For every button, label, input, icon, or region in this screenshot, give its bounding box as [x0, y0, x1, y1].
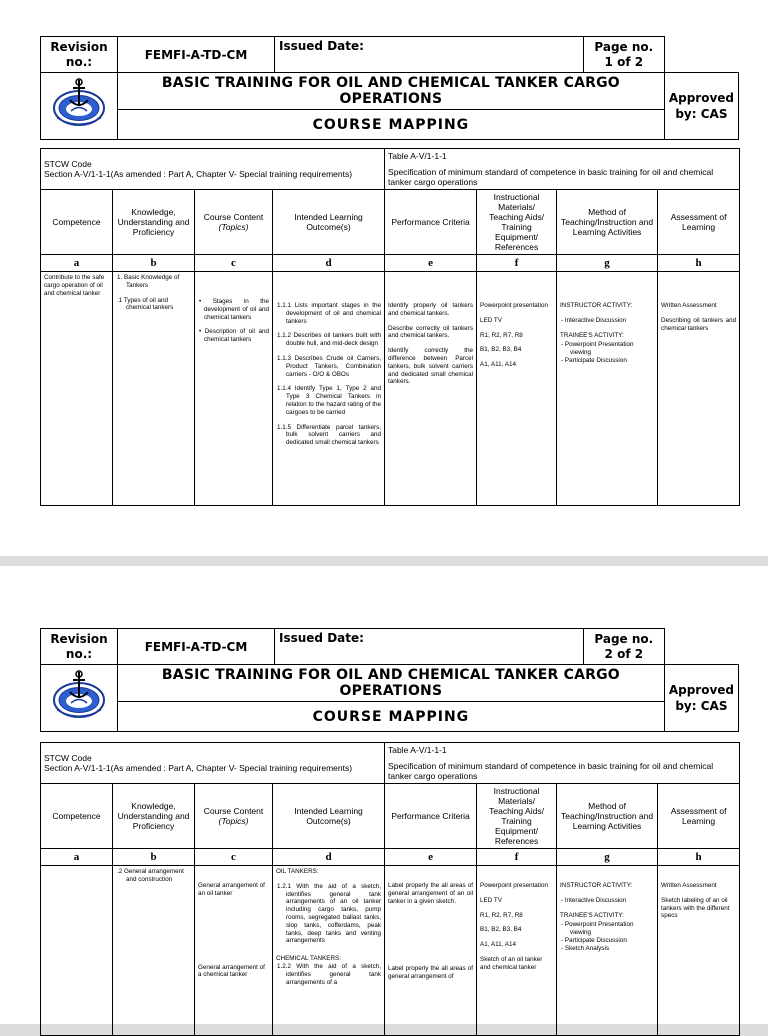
competence-cell: Contribute to the safe cargo operation of oil and chemical tanker — [41, 272, 113, 506]
letter-e: e — [385, 255, 477, 272]
chemical-tankers-heading: CHEMICAL TANKERS: — [276, 955, 341, 963]
letter-h: h — [658, 849, 740, 866]
knowledge-cell — [113, 866, 195, 1036]
stcw-section: Section A-V/1-1-1(As amended : Part A, Chapter V- Special training requirements) — [44, 169, 353, 179]
doc-code: FEMFI-A-TD-CM — [118, 629, 275, 665]
approved-by-value: by: CAS — [675, 699, 728, 713]
doc-code: FEMFI-A-TD-CM — [118, 37, 275, 73]
page-label: Page no. — [594, 631, 654, 646]
issued-date-label: Issued Date: — [275, 629, 584, 665]
method-cell — [557, 272, 658, 506]
col-topics-label: (Topics) — [218, 222, 249, 232]
material-item: Powerpoint presentation — [480, 882, 548, 889]
col-outcomes: Intended Learning Outcome(s) — [273, 784, 385, 849]
materials-cell — [477, 272, 557, 506]
col-method: Method of Teaching/Instruction and Learning Activities — [557, 190, 658, 255]
method-item: - Participate Discussion — [561, 936, 627, 944]
col-performance: Performance Criteria — [385, 784, 477, 849]
knowledge-item: .2 General arrangement and construction — [117, 868, 184, 883]
approved-label: Approved — [668, 91, 734, 105]
course-content-cell — [195, 272, 273, 506]
stcw-spec: Specification of minimum standard of competence in basic training for oil and chemical tanker cargo operations — [388, 761, 714, 781]
assessment-item: Written Assessment — [661, 302, 717, 309]
material-item: R1, R2, R7, R8 — [480, 331, 523, 339]
approved-label: Approved — [668, 683, 734, 697]
document-subtitle: COURSE MAPPING — [118, 702, 665, 732]
performance-item: Identify properly oil tankers and chemical tankers. — [388, 302, 474, 317]
method-item: TRAINEE'S ACTIVITY: — [560, 331, 624, 339]
performance-item: Label properly the all areas of general arrangement of an oil tanker in a given sketch. — [388, 882, 474, 905]
col-competence: Competence — [41, 784, 113, 849]
col-knowledge: Knowledge, Understanding and Proficiency — [113, 784, 195, 849]
letter-a: a — [41, 255, 113, 272]
stcw-code-label: STCW Code — [44, 753, 92, 763]
materials-cell — [477, 866, 557, 1036]
method-item: - Sketch Analysis — [561, 944, 609, 952]
knowledge-item: .1 Types of oil and chemical tankers — [117, 296, 174, 312]
performance-cell — [385, 272, 477, 506]
outcome-item: 1.1.5 Differentiate parcel tankers, bulk solvent carriers and dedicated small chemical tankers — [277, 423, 382, 447]
institution-logo — [41, 665, 118, 732]
method-item: - Powerpoint Presentation viewing — [561, 341, 634, 357]
col-course-content — [195, 190, 273, 255]
method-item: - Interactive Discussion — [561, 896, 627, 904]
material-item: A1, A11, A14 — [480, 361, 516, 369]
letter-f: f — [477, 255, 557, 272]
stcw-code-label: STCW Code — [44, 159, 92, 169]
stcw-spec: Specification of minimum standard of competence in basic training for oil and chemical tanker cargo operations — [388, 167, 714, 187]
letter-h: h — [658, 255, 740, 272]
col-assessment: Assessment of Learning — [658, 784, 740, 849]
assessment-item: Describing oil tankers and chemical tankers — [661, 316, 737, 332]
page-value: 1 of 2 — [604, 54, 644, 69]
competence-cell — [41, 866, 113, 1036]
issued-date-label: Issued Date: — [275, 37, 584, 73]
page-number — [583, 629, 664, 665]
col-course-content-label: Course Content — [203, 212, 264, 222]
col-competence: Competence — [41, 190, 113, 255]
page-header — [40, 628, 739, 732]
content-row — [41, 866, 740, 1036]
letter-d: d — [273, 849, 385, 866]
course-mapping-table — [40, 148, 740, 506]
content-row — [41, 272, 740, 506]
letter-c: c — [195, 849, 273, 866]
outcome-item: 1.2.1 With the aid of a sketch, identifies general tank arrangements of an oil tanker including cargo tanks, pump rooms, segregated ballast tanks, slop tanks, cofferdams, peak tanks, deep tanks and venting arrangements — [277, 882, 382, 945]
page-value: 2 of 2 — [604, 646, 644, 661]
stcw-section: Section A-V/1-1-1(As amended : Part A, Chapter V- Special training requirements) — [44, 763, 353, 773]
page-number — [583, 37, 664, 73]
document-page-2 — [0, 566, 768, 1024]
revision-label: Revision no.: — [41, 37, 118, 73]
method-item: - Participate Discussion — [561, 356, 627, 364]
approved-by-value: by: CAS — [675, 107, 728, 121]
material-item: B1, B2, B3, B4 — [480, 926, 522, 934]
page-label: Page no. — [594, 39, 654, 54]
col-course-content — [195, 784, 273, 849]
course-topic: • Description of oil and chemical tankers — [199, 328, 269, 344]
outcomes-cell — [273, 866, 385, 1036]
method-item: INSTRUCTOR ACTIVITY: — [560, 882, 633, 889]
material-item: B1, B2, B3, B4 — [480, 346, 522, 354]
col-topics-label: (Topics) — [218, 816, 249, 826]
material-item: R1, R2, R7, R8 — [480, 911, 523, 919]
col-outcomes: Intended Learning Outcome(s) — [273, 190, 385, 255]
assessment-cell — [658, 272, 740, 506]
outcome-item: 1.1.1 Lists important stages in the development of oil and chemical tankers — [277, 302, 382, 325]
col-assessment: Assessment of Learning — [658, 190, 740, 255]
method-item: - Interactive Discussion — [561, 316, 627, 324]
stcw-table-ref: Table A-V/1-1-1 — [388, 151, 447, 161]
performance-item: Label properly the all areas of general arrangement of — [388, 965, 474, 981]
col-performance: Performance Criteria — [385, 190, 477, 255]
column-letter-row — [41, 849, 740, 866]
assessment-item: Sketch labeling of an oil tankers with the different specs — [661, 896, 730, 920]
stcw-row — [41, 149, 740, 190]
approved-by — [664, 665, 738, 732]
material-item: Powerpoint presentation — [480, 302, 548, 309]
revision-label: Revision no.: — [41, 629, 118, 665]
letter-f: f — [477, 849, 557, 866]
column-header-row — [41, 190, 740, 255]
seal-icon — [51, 76, 107, 132]
method-cell — [557, 866, 658, 1036]
column-letter-row — [41, 255, 740, 272]
col-method: Method of Teaching/Instruction and Learning Activities — [557, 784, 658, 849]
performance-item: Identify correctly the difference between Parcel tankers, bulk solvent carriers and dedicated small chemical tankers. — [388, 347, 474, 386]
letter-e: e — [385, 849, 477, 866]
stcw-table-ref: Table A-V/1-1-1 — [388, 745, 447, 755]
material-item: LED TV — [480, 316, 502, 324]
stcw-code-cell — [41, 149, 385, 190]
letter-c: c — [195, 255, 273, 272]
outcomes-cell — [273, 272, 385, 506]
letter-b: b — [113, 255, 195, 272]
material-item: Sketch of an oil tanker and chemical tanker — [480, 955, 543, 971]
stcw-code-cell — [41, 743, 385, 784]
material-item: A1, A11, A14 — [480, 941, 516, 949]
course-title: BASIC TRAINING FOR OIL AND CHEMICAL TANKER CARGO OPERATIONS — [118, 73, 665, 110]
knowledge-cell — [113, 272, 195, 506]
material-item: LED TV — [480, 896, 502, 904]
stcw-table-cell — [385, 743, 740, 784]
course-content-cell — [195, 866, 273, 1036]
institution-logo — [41, 73, 118, 140]
outcome-item: 1.1.2 Describes oil tankers built with double hull, and mid-deck design — [277, 332, 382, 348]
page-header — [40, 36, 739, 140]
document-subtitle: COURSE MAPPING — [118, 110, 665, 140]
col-knowledge: Knowledge, Understanding and Proficiency — [113, 190, 195, 255]
assessment-item: Written Assessment — [661, 882, 717, 889]
col-materials: Instructional Materials/ Teaching Aids/ Training Equipment/ References — [477, 784, 557, 849]
assessment-cell — [658, 866, 740, 1036]
course-title: BASIC TRAINING FOR OIL AND CHEMICAL TANKER CARGO OPERATIONS — [118, 665, 665, 702]
course-topic: General arrangement of a chemical tanker — [198, 963, 265, 979]
oil-tankers-heading: OIL TANKERS: — [276, 868, 319, 875]
letter-a: a — [41, 849, 113, 866]
course-topic: General arrangement of an oil tanker — [198, 882, 265, 897]
method-item: INSTRUCTOR ACTIVITY: — [560, 302, 633, 309]
stcw-table-cell — [385, 149, 740, 190]
column-header-row — [41, 784, 740, 849]
course-mapping-table — [40, 742, 740, 1036]
letter-b: b — [113, 849, 195, 866]
method-item: - Powerpoint Presentation viewing — [561, 921, 634, 937]
outcome-item: 1.1.3 Describes Crude oil Carriers, Product Tankers, Combination carriers - O/O & OBOs — [277, 354, 382, 378]
col-course-content-label: Course Content — [203, 806, 264, 816]
outcome-item: 1.1.4 Identify Type 1, Type 2 and Type 3 Chemical Tankers in relation to the hazard rating of the cargoes to be carried — [277, 385, 382, 416]
letter-g: g — [557, 255, 658, 272]
letter-d: d — [273, 255, 385, 272]
performance-item: Describe correctly oil tankers and chemical tankers. — [388, 324, 474, 340]
approved-by — [664, 73, 738, 140]
knowledge-item: 1. Basic Knowledge of Tankers — [117, 274, 180, 289]
seal-icon — [51, 668, 107, 724]
method-item: TRAINEE'S ACTIVITY: — [560, 911, 624, 919]
outcome-item: 1.2.2 With the aid of a sketch, identifies general tank arrangements of a — [277, 962, 382, 986]
col-materials: Instructional Materials/ Teaching Aids/ Training Equipment/ References — [477, 190, 557, 255]
letter-g: g — [557, 849, 658, 866]
course-topic: • Stages in the development of oil and chemical tankers — [199, 298, 269, 321]
stcw-row — [41, 743, 740, 784]
performance-cell — [385, 866, 477, 1036]
